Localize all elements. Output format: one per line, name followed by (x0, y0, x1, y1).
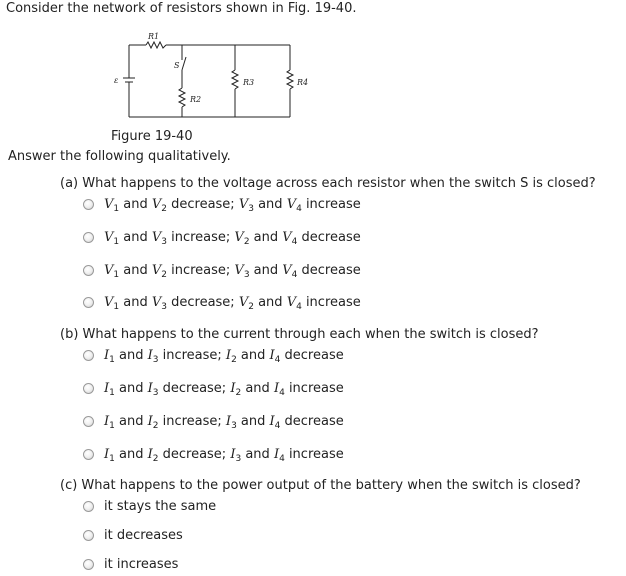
option-b1-label: $I_1$ and $I_3$ increase; $I_2$ and $I_4$ decrease (104, 348, 344, 365)
question-b-prompt: (b) What happens to the current through each when the switch is closed? (60, 327, 539, 342)
circuit-figure (110, 30, 309, 122)
option-b3-label: $I_1$ and $I_2$ increase; $I_3$ and $I_4$ decrease (104, 414, 344, 431)
option-a1-label: $V_1$ and $V_2$ decrease; $V_3$ and $V_4$ increase (104, 197, 361, 214)
option-a3-label: $V_1$ and $V_2$ increase; $V_3$ and $V_4$ decrease (104, 263, 361, 280)
instruction-text: Answer the following qualitatively. (8, 149, 231, 164)
switch-s (182, 57, 186, 70)
option-a4-label: $V_1$ and $V_3$ decrease; $V_2$ and $V_4$ increase (104, 295, 361, 312)
symbol: $I_3$ (147, 348, 159, 365)
symbol: $V_2$ (238, 295, 254, 312)
radio-b4[interactable] (83, 449, 94, 460)
symbol: $V_1$ (104, 230, 120, 247)
symbol: $I_4$ (269, 414, 281, 431)
symbol: $I_1$ (104, 447, 115, 464)
symbol: $V_4$ (286, 295, 302, 312)
option-c3-label: it increases (104, 557, 179, 572)
symbol: $V_4$ (286, 197, 302, 214)
figure-caption: Figure 19-40 (111, 129, 193, 144)
label-r3: R3 (243, 78, 255, 87)
radio-b2[interactable] (83, 383, 94, 394)
symbol: $I_2$ (230, 381, 242, 398)
symbol: $V_3$ (151, 230, 167, 247)
symbol: $I_2$ (147, 447, 159, 464)
radio-c3[interactable] (83, 559, 94, 570)
option-b4-label: $I_1$ and $I_2$ decrease; $I_3$ and $I_4$ increase (104, 447, 344, 464)
label-r1: R1 (148, 32, 160, 41)
symbol: $V_1$ (104, 197, 120, 214)
label-r4: R4 (297, 78, 309, 87)
symbol: $I_4$ (273, 381, 285, 398)
symbol: $V_2$ (234, 230, 250, 247)
resistor-r3 (232, 70, 238, 89)
symbol: $V_4$ (282, 263, 298, 280)
option-c2-label: it decreases (104, 528, 183, 543)
symbol: $I_3$ (225, 414, 237, 431)
symbol: $V_4$ (282, 230, 298, 247)
radio-c2[interactable] (83, 530, 94, 541)
symbol: $I_2$ (225, 348, 237, 365)
symbol: $I_3$ (147, 381, 159, 398)
symbol: $V_2$ (151, 197, 167, 214)
question-c-prompt: (c) What happens to the power output of the battery when the switch is closed? (60, 478, 581, 493)
radio-a4[interactable] (83, 297, 94, 308)
problem-intro: Consider the network of resistors shown in Fig. 19-40. (6, 1, 357, 16)
radio-b3[interactable] (83, 416, 94, 427)
resistor-r1 (146, 42, 166, 48)
symbol: $I_1$ (104, 348, 115, 365)
radio-a3[interactable] (83, 265, 94, 276)
symbol: $I_2$ (147, 414, 159, 431)
symbol: $I_1$ (104, 381, 115, 398)
label-battery: ε (114, 76, 119, 85)
symbol: $V_1$ (104, 263, 120, 280)
option-c1-label: it stays the same (104, 499, 217, 514)
radio-a1[interactable] (83, 199, 94, 210)
resistor-r2 (179, 88, 185, 107)
label-r2: R2 (190, 95, 202, 104)
symbol: $V_1$ (104, 295, 120, 312)
option-a2-label: $V_1$ and $V_3$ increase; $V_2$ and $V_4$ decrease (104, 230, 361, 247)
symbol: $V_2$ (151, 263, 167, 280)
label-switch: S (174, 61, 180, 70)
radio-b1[interactable] (83, 350, 94, 361)
symbol: $V_3$ (238, 197, 254, 214)
symbol: $V_3$ (151, 295, 167, 312)
symbol: $V_3$ (234, 263, 250, 280)
option-b2-label: $I_1$ and $I_3$ decrease; $I_2$ and $I_4$ increase (104, 381, 344, 398)
symbol: $I_4$ (269, 348, 281, 365)
question-a-prompt: (a) What happens to the voltage across each resistor when the switch S is closed? (60, 176, 596, 191)
resistor-r4 (287, 70, 293, 89)
symbol: $I_3$ (230, 447, 242, 464)
symbol: $I_1$ (104, 414, 115, 431)
radio-c1[interactable] (83, 501, 94, 512)
symbol: $I_4$ (273, 447, 285, 464)
radio-a2[interactable] (83, 232, 94, 243)
